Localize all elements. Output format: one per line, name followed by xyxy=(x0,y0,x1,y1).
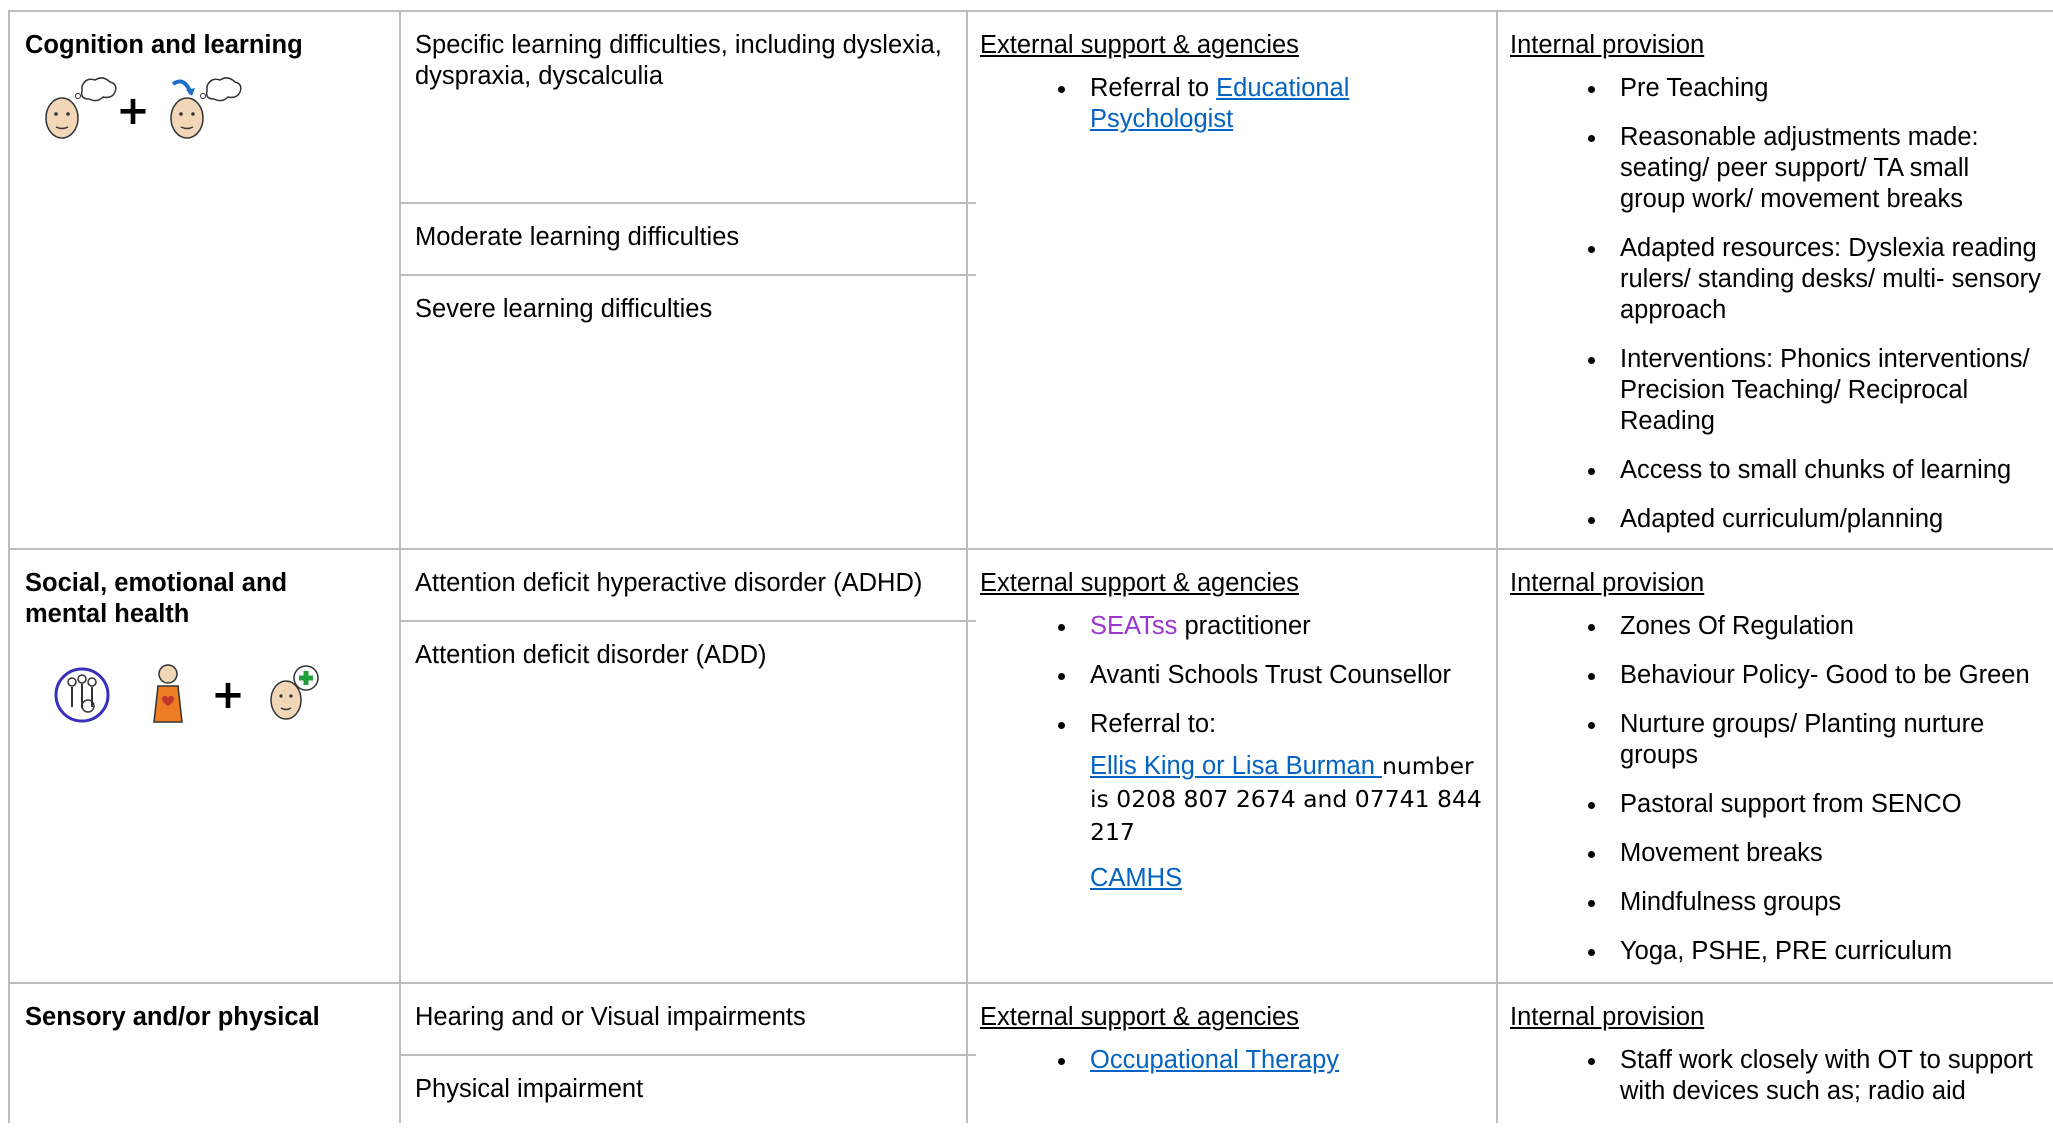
external-support-semh xyxy=(968,558,1496,918)
external-support-sensory xyxy=(968,992,1496,1104)
list-item: • Pre Teaching xyxy=(1608,73,2041,104)
referral-number: number is 0208 807 2674 and 07741 844 217 xyxy=(1090,752,1482,846)
list-item: • Yoga, PSHE, PRE curriculum xyxy=(1608,936,2041,967)
list-item-text: practitioner xyxy=(1177,612,1311,640)
list-item: • Behaviour Policy- Good to be Green xyxy=(1608,660,2041,691)
category-sensory-physical: Sensory and/or physical xyxy=(25,1003,320,1031)
head-health-icon xyxy=(271,666,318,719)
list-item: • Zones Of Regulation xyxy=(1608,611,2041,642)
need-divider xyxy=(400,1054,976,1056)
need-divider xyxy=(400,274,976,276)
people-group-icon xyxy=(56,669,108,721)
internal-header: Internal provision xyxy=(1510,569,1705,597)
category-social-emotional: Social, emotional and mental health xyxy=(25,569,288,628)
list-item: • Reasonable adjustments made: seating/ peer support/ TA small group work/ movement breaks xyxy=(1608,122,2041,215)
list-item: • Movement breaks xyxy=(1608,838,2041,869)
camhs-link[interactable]: CAMHS xyxy=(1090,864,1183,892)
provision-table xyxy=(8,10,2053,1123)
list-item: • Avanti Schools Trust Counsellor xyxy=(1078,660,1484,691)
list-item: • Adapted curriculum/planning xyxy=(1608,504,2041,535)
list-item: • Mindfulness groups xyxy=(1608,887,2041,918)
seatss-text: SEATss xyxy=(1090,612,1178,640)
need-physical: Physical impairment xyxy=(415,1075,644,1103)
plus-sign: + xyxy=(211,672,245,718)
thinking-head-icon xyxy=(46,78,116,138)
camhs-block xyxy=(1078,863,1484,894)
internal-provision-cognition xyxy=(1498,20,2053,563)
internal-provision-semh xyxy=(1498,558,2053,995)
list-item xyxy=(1078,611,1484,642)
external-header: External support & agencies xyxy=(980,1003,1299,1031)
person-heart-icon xyxy=(154,665,182,722)
list-item: • Pastoral support from SENCO xyxy=(1608,789,2041,820)
internal-provision-sensory xyxy=(1498,992,2053,1135)
table-border-top xyxy=(8,10,2053,12)
need-moderate-learning: Moderate learning difficulties xyxy=(415,223,740,251)
plus-sign: + xyxy=(116,88,150,134)
external-support-cognition xyxy=(968,20,1496,163)
list-item: • Nurture groups/ Planting nurture groups xyxy=(1608,709,2041,771)
need-divider xyxy=(400,202,976,204)
cognition-icons xyxy=(30,72,260,157)
list-item: • Interventions: Phonics interventions/ Precision Teaching/ Reciprocal Reading xyxy=(1608,344,2041,437)
list-item-text: Referral to xyxy=(1090,74,1217,102)
list-item xyxy=(1078,1045,1484,1076)
semh-icons xyxy=(48,660,358,735)
educational-psychologist-link[interactable]: Educational Psychologist xyxy=(1090,74,1350,133)
external-header: External support & agencies xyxy=(980,569,1299,597)
need-hearing-visual: Hearing and or Visual impairments xyxy=(415,1003,806,1031)
referral-contact xyxy=(1078,750,1484,849)
internal-header: Internal provision xyxy=(1510,31,1705,59)
category-cognition: Cognition and learning xyxy=(25,31,303,59)
need-adhd: Attention deficit hyperactive disorder (ADHD) xyxy=(415,569,923,597)
list-item xyxy=(1078,73,1484,135)
need-add: Attention deficit disorder (ADD) xyxy=(415,641,767,669)
internal-header: Internal provision xyxy=(1510,1003,1705,1031)
occupational-therapy-link[interactable]: Occupational Therapy xyxy=(1090,1046,1340,1074)
need-severe-learning: Severe learning difficulties xyxy=(415,295,713,323)
external-header: External support & agencies xyxy=(980,31,1299,59)
list-item: • Access to small chunks of learning xyxy=(1608,455,2041,486)
need-divider xyxy=(400,620,976,622)
list-item: • Referral to: xyxy=(1078,709,1484,740)
list-item: • Adapted resources: Dyslexia reading rulers/ standing desks/ multi- sensory approach xyxy=(1608,233,2041,326)
ellis-king-lisa-burman-link[interactable]: Ellis King or Lisa Burman xyxy=(1090,752,1382,780)
list-item: • Staff work closely with OT to support with devices such as; radio aid xyxy=(1608,1045,2041,1107)
thinking-head-idea-icon xyxy=(171,78,241,138)
need-specific-learning: Specific learning difficulties, including dyslexia, dyspraxia, dyscalculia xyxy=(415,31,942,90)
